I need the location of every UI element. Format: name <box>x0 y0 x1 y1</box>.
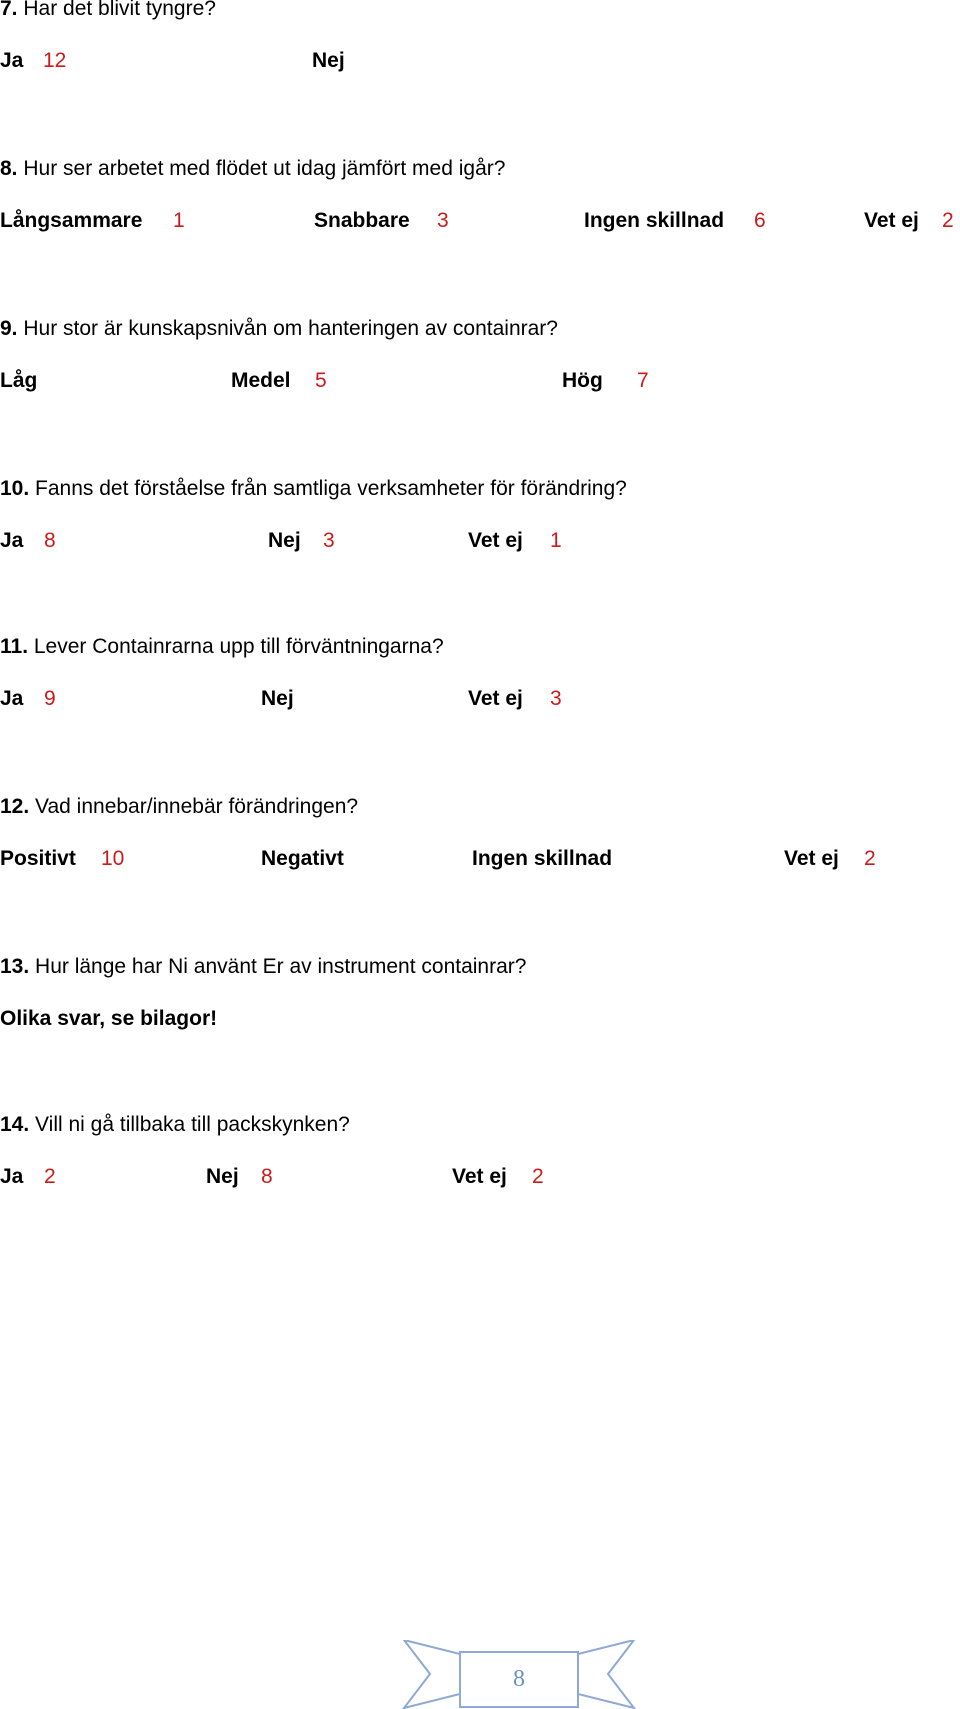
answer-note: Olika svar, se bilagor! <box>0 1007 218 1030</box>
answer-count: 3 <box>323 529 335 552</box>
question-13-heading <box>0 954 526 980</box>
answer-count: 7 <box>637 369 649 392</box>
question-number: 13. <box>0 955 30 978</box>
answer-option-vet-ej <box>468 528 562 554</box>
answer-option-ja <box>0 48 67 74</box>
answer-label: Vet ej <box>452 1165 507 1188</box>
question-12-heading <box>0 794 358 820</box>
answer-option-ja <box>0 528 56 554</box>
answer-count: 1 <box>550 529 562 552</box>
question-number: 8. <box>0 157 18 180</box>
question-text: Fanns det förståelse från samtliga verksamheter för förändring? <box>29 477 627 500</box>
question-text: Hur ser arbetet med flödet ut idag jämfört med igår? <box>17 157 506 180</box>
question-text: Hur länge har Ni använt Er av instrument containrar? <box>29 955 527 978</box>
answer-label: Nej <box>261 687 294 710</box>
answer-label: Nej <box>268 529 301 552</box>
question-number: 12. <box>0 795 30 818</box>
answer-count: 12 <box>43 49 67 72</box>
question-11-heading <box>0 634 444 660</box>
answer-option-vet-ej <box>784 846 876 872</box>
answer-option-ingen-skillnad <box>472 846 612 872</box>
question-number: 7. <box>0 0 18 20</box>
answer-option-vet-ej <box>468 686 562 712</box>
answer-option-ingen-skillnad <box>584 208 766 234</box>
answer-count: 9 <box>44 687 56 710</box>
answer-option-lag <box>0 368 37 394</box>
answer-label: Ingen skillnad <box>472 847 613 870</box>
question-text: Vad innebar/innebär förändringen? <box>29 795 359 818</box>
answer-label: Positivt <box>0 847 76 870</box>
answer-option-langsammare <box>0 208 185 234</box>
answer-label: Hög <box>562 369 603 392</box>
answer-label: Vet ej <box>468 687 523 710</box>
answer-label: Negativt <box>261 847 344 870</box>
answer-option-snabbare <box>314 208 449 234</box>
question-7-heading <box>0 0 216 22</box>
answer-label: Ja <box>0 529 24 552</box>
page-number: 8 <box>513 1666 525 1692</box>
answer-option-positivt <box>0 846 125 872</box>
question-text: Hur stor är kunskapsnivån om hanteringen av containrar? <box>17 317 558 340</box>
answer-count: 5 <box>315 369 327 392</box>
question-10-heading <box>0 476 627 502</box>
answer-label: Ja <box>0 1165 24 1188</box>
answer-count: 2 <box>44 1165 56 1188</box>
answer-label: Vet ej <box>784 847 839 870</box>
answer-option-nej <box>261 686 294 712</box>
answer-count: 8 <box>44 529 56 552</box>
answer-option-nej <box>206 1164 273 1190</box>
answer-option-ja <box>0 686 56 712</box>
answer-count: 3 <box>550 687 562 710</box>
answer-option-medel <box>231 368 327 394</box>
answer-label: Medel <box>231 369 291 392</box>
question-text: Vill ni gå tillbaka till packskynken? <box>29 1113 350 1136</box>
answer-option-ja <box>0 1164 56 1190</box>
question-number: 10. <box>0 477 30 500</box>
answer-label: Ingen skillnad <box>584 209 725 232</box>
answer-count: 1 <box>173 209 185 232</box>
answer-label: Nej <box>312 49 345 72</box>
answer-label: Vet ej <box>864 209 919 232</box>
answer-option-vet-ej <box>452 1164 544 1190</box>
answer-option-vet-ej <box>864 208 954 234</box>
question-14-heading <box>0 1112 350 1138</box>
answer-count: 6 <box>754 209 766 232</box>
answer-option-nej <box>268 528 335 554</box>
answer-label: Nej <box>206 1165 239 1188</box>
answer-label: Låg <box>0 369 38 392</box>
page-number-footer <box>402 1640 636 1709</box>
answer-label: Ja <box>0 687 24 710</box>
answer-count: 10 <box>101 847 125 870</box>
answer-option-hog <box>562 368 649 394</box>
answer-count: 3 <box>437 209 449 232</box>
answer-option-nej <box>312 48 345 74</box>
answer-count: 8 <box>261 1165 273 1188</box>
answer-count: 2 <box>864 847 876 870</box>
answer-label: Ja <box>0 49 24 72</box>
question-text: Lever Containrarna upp till förväntningarna? <box>28 635 444 658</box>
question-number: 11. <box>0 635 29 658</box>
answer-label: Snabbare <box>314 209 410 232</box>
question-number: 14. <box>0 1113 30 1136</box>
answer-count: 2 <box>942 209 954 232</box>
question-8-heading <box>0 156 505 182</box>
question-9-heading <box>0 316 558 342</box>
answer-count: 2 <box>532 1165 544 1188</box>
answer-label: Långsammare <box>0 209 143 232</box>
question-number: 9. <box>0 317 18 340</box>
answer-label: Vet ej <box>468 529 523 552</box>
answer-option-negativt <box>261 846 344 872</box>
question-text: Har det blivit tyngre? <box>17 0 216 20</box>
